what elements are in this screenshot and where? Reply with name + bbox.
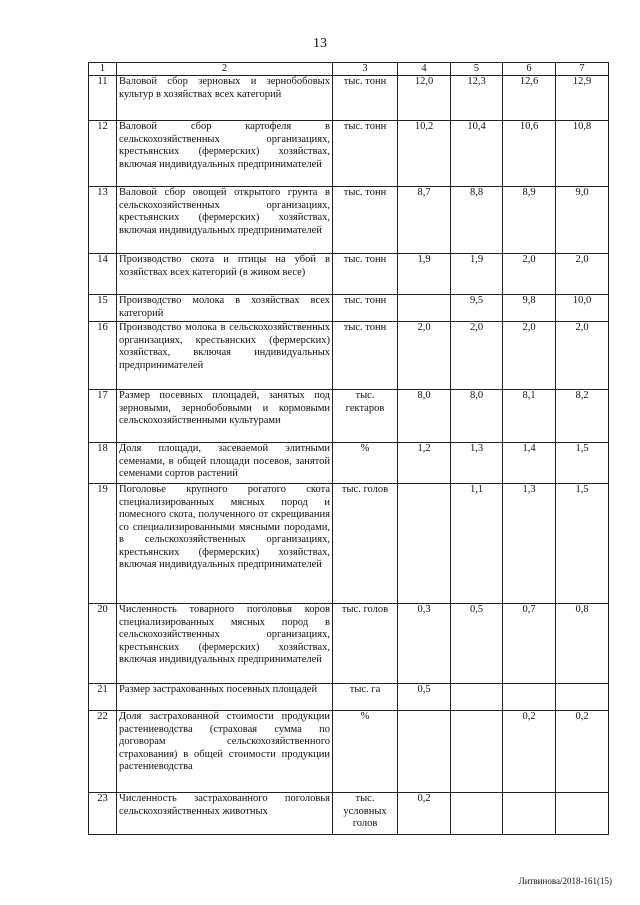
row-value-col-5: 0,5 <box>451 604 503 684</box>
row-value-col-6: 9,8 <box>503 295 556 322</box>
row-number: 15 <box>89 295 117 322</box>
row-value-col-7: 10,8 <box>556 121 609 187</box>
row-number: 22 <box>89 711 117 793</box>
row-value-col-5: 2,0 <box>451 322 503 390</box>
row-number: 12 <box>89 121 117 187</box>
row-value-col-7 <box>556 684 609 711</box>
row-value-col-5: 8,0 <box>451 390 503 443</box>
row-value-col-7 <box>556 793 609 835</box>
row-value-col-5 <box>451 793 503 835</box>
table-row <box>89 76 609 121</box>
table-row <box>89 443 609 484</box>
row-value-col-5: 1,9 <box>451 254 503 295</box>
row-unit: тыс. тонн <box>333 295 398 322</box>
row-value-col-6: 8,1 <box>503 390 556 443</box>
table-row <box>89 604 609 684</box>
row-value-col-5: 1,1 <box>451 484 503 604</box>
row-description: Валовой сбор зерновых и зернобобовых культур в хозяйствах всех категорий <box>117 76 333 121</box>
row-value-col-6: 10,6 <box>503 121 556 187</box>
table-row <box>89 711 609 793</box>
row-value-col-4: 0,5 <box>398 684 451 711</box>
header-col-5: 5 <box>451 63 503 76</box>
row-unit: тыс. га <box>333 684 398 711</box>
row-value-col-6: 8,9 <box>503 187 556 254</box>
row-number: 19 <box>89 484 117 604</box>
row-description: Поголовье крупного рогатого скота специализированных мясных пород и помесного скота, полученного от скрещивания со специализированными мясными породами, в сельскохозяйственных организациях, крестьянских (фермерских) хозяйствах, включая индивидуальных предпринимателей <box>117 484 333 604</box>
row-value-col-7: 1,5 <box>556 484 609 604</box>
row-value-col-6: 1,4 <box>503 443 556 484</box>
row-value-col-4: 0,2 <box>398 793 451 835</box>
row-value-col-6: 12,6 <box>503 76 556 121</box>
row-number: 11 <box>89 76 117 121</box>
row-description: Валовой сбор картофеля в сельскохозяйственных организациях, крестьянских (фермерских) хозяйствах, включая индивидуальных предпринимателей <box>117 121 333 187</box>
row-value-col-6: 0,2 <box>503 711 556 793</box>
header-col-7: 7 <box>556 63 609 76</box>
row-value-col-4 <box>398 711 451 793</box>
row-value-col-7: 0,2 <box>556 711 609 793</box>
row-value-col-7: 9,0 <box>556 187 609 254</box>
row-value-col-5 <box>451 684 503 711</box>
row-description: Доля площади, засеваемой элитными семенами, в общей площади посевов, занятой семенами сортов растений <box>117 443 333 484</box>
row-value-col-4: 10,2 <box>398 121 451 187</box>
row-unit: тыс. условных голов <box>333 793 398 835</box>
row-description: Размер застрахованных посевных площадей <box>117 684 333 711</box>
row-unit: тыс. тонн <box>333 76 398 121</box>
page-number: 13 <box>313 36 327 51</box>
table-row <box>89 484 609 604</box>
row-value-col-4 <box>398 484 451 604</box>
row-description: Численность товарного поголовья коров специализированных мясных пород в сельскохозяйственных организациях, крестьянских (фермерских) хозяйствах, включая индивидуальных предпринимателей <box>117 604 333 684</box>
table-row <box>89 187 609 254</box>
header-col-4: 4 <box>398 63 451 76</box>
row-value-col-4: 8,7 <box>398 187 451 254</box>
row-value-col-6 <box>503 684 556 711</box>
row-value-col-5: 9,5 <box>451 295 503 322</box>
row-description: Производство молока в сельскохозяйственных организациях, крестьянских (фермерских) хозяйствах, включая индивидуальных предпринимателей <box>117 322 333 390</box>
row-number: 13 <box>89 187 117 254</box>
row-value-col-4: 0,3 <box>398 604 451 684</box>
row-value-col-5: 12,3 <box>451 76 503 121</box>
table-row <box>89 793 609 835</box>
row-number: 20 <box>89 604 117 684</box>
row-value-col-7: 2,0 <box>556 322 609 390</box>
row-value-col-4 <box>398 295 451 322</box>
row-value-col-6: 2,0 <box>503 322 556 390</box>
table-row <box>89 121 609 187</box>
document-footer-code: Литвинова/2018-161(15) <box>518 876 612 886</box>
row-value-col-7: 12,9 <box>556 76 609 121</box>
row-value-col-6: 2,0 <box>503 254 556 295</box>
table-row <box>89 684 609 711</box>
row-description: Размер посевных площадей, занятых под зерновыми, зернобобовыми и кормовыми сельскохозяйственными культурами <box>117 390 333 443</box>
row-value-col-5: 1,3 <box>451 443 503 484</box>
header-col-2: 2 <box>117 63 333 76</box>
row-unit: % <box>333 711 398 793</box>
row-unit: % <box>333 443 398 484</box>
header-col-3: 3 <box>333 63 398 76</box>
row-number: 14 <box>89 254 117 295</box>
table-row <box>89 390 609 443</box>
row-value-col-7: 8,2 <box>556 390 609 443</box>
row-description: Производство скота и птицы на убой в хозяйствах всех категорий (в живом весе) <box>117 254 333 295</box>
row-value-col-6: 1,3 <box>503 484 556 604</box>
table-row <box>89 322 609 390</box>
row-number: 23 <box>89 793 117 835</box>
row-value-col-4: 2,0 <box>398 322 451 390</box>
row-value-col-4: 1,9 <box>398 254 451 295</box>
row-description: Валовой сбор овощей открытого грунта в сельскохозяйственных организациях, крестьянских (фермерских) хозяйствах, включая индивидуальных предпринимателей <box>117 187 333 254</box>
row-value-col-6 <box>503 793 556 835</box>
row-number: 21 <box>89 684 117 711</box>
row-unit: тыс. гектаров <box>333 390 398 443</box>
row-description: Численность застрахованного поголовья сельскохозяйственных животных <box>117 793 333 835</box>
row-unit: тыс. тонн <box>333 322 398 390</box>
row-value-col-6: 0,7 <box>503 604 556 684</box>
row-value-col-5: 8,8 <box>451 187 503 254</box>
row-value-col-4: 8,0 <box>398 390 451 443</box>
row-value-col-7: 2,0 <box>556 254 609 295</box>
row-value-col-5: 10,4 <box>451 121 503 187</box>
indicators-table <box>88 62 609 835</box>
row-number: 16 <box>89 322 117 390</box>
row-unit: тыс. тонн <box>333 121 398 187</box>
header-col-6: 6 <box>503 63 556 76</box>
row-unit: тыс. голов <box>333 484 398 604</box>
table-header-row <box>89 63 609 76</box>
row-description: Производство молока в хозяйствах всех категорий <box>117 295 333 322</box>
row-value-col-4: 12,0 <box>398 76 451 121</box>
row-value-col-7: 1,5 <box>556 443 609 484</box>
row-value-col-7: 0,8 <box>556 604 609 684</box>
row-unit: тыс. тонн <box>333 254 398 295</box>
row-number: 17 <box>89 390 117 443</box>
table-row <box>89 295 609 322</box>
header-col-1: 1 <box>89 63 117 76</box>
row-number: 18 <box>89 443 117 484</box>
row-unit: тыс. тонн <box>333 187 398 254</box>
table-row <box>89 254 609 295</box>
row-value-col-5 <box>451 711 503 793</box>
row-value-col-4: 1,2 <box>398 443 451 484</box>
row-unit: тыс. голов <box>333 604 398 684</box>
row-value-col-7: 10,0 <box>556 295 609 322</box>
row-description: Доля застрахованной стоимости продукции растениеводства (страховая сумма по договорам сельскохозяйственного страхования) в общей стоимости продукции растениеводства <box>117 711 333 793</box>
